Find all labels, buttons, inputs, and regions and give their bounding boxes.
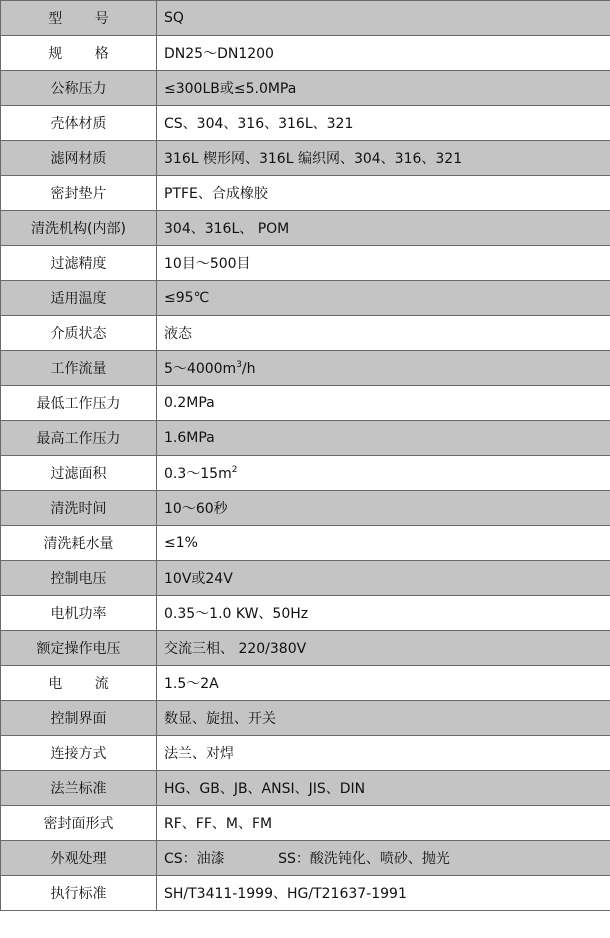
row-value: 交流三相、 220/380V (164, 641, 307, 657)
row-value-cell (157, 106, 610, 141)
row-label-cell (1, 36, 157, 71)
table-row (1, 631, 610, 666)
row-value-cell (157, 141, 610, 176)
row-value-cell (157, 316, 610, 351)
row-label: 过滤面积 (50, 466, 107, 482)
row-value: 1.5～2A (164, 676, 219, 692)
row-label: 电机功率 (50, 606, 107, 622)
row-value-cell (157, 246, 610, 281)
row-label-cell (1, 316, 157, 351)
row-label: 控制电压 (50, 571, 107, 587)
row-label-cell (1, 491, 157, 526)
row-label: 控制界面 (50, 711, 107, 727)
table-row (1, 561, 610, 596)
row-label-cell (1, 386, 157, 421)
row-value: RF、FF、M、FM (164, 816, 273, 832)
row-label-cell (1, 456, 157, 491)
row-label-cell (1, 876, 157, 911)
table-row (1, 701, 610, 736)
table-row (1, 71, 610, 106)
row-label: 壳体材质 (50, 116, 107, 132)
row-value: 10～60秒 (164, 501, 228, 517)
row-label-cell (1, 421, 157, 456)
table-row (1, 491, 610, 526)
row-value: ≤95℃ (164, 290, 210, 306)
table-row (1, 1, 610, 36)
row-label: 密封垫片 (50, 186, 107, 202)
row-value: SH/T3411-1999、HG/T21637-1991 (164, 886, 407, 902)
row-value: 0.3～15m (164, 466, 232, 482)
row-value: DN25～DN1200 (164, 46, 274, 62)
row-value-cell (157, 806, 610, 841)
row-value: CS、304、316、316L、321 (164, 116, 354, 132)
row-value: HG、GB、JB、ANSI、JIS、DIN (164, 781, 366, 797)
table-row (1, 421, 610, 456)
row-value-cell (157, 491, 610, 526)
row-value: 0.35～1.0 KW、50Hz (164, 606, 309, 622)
table-row (1, 736, 610, 771)
table-row (1, 351, 610, 386)
unit-suffix: /h (241, 361, 256, 377)
row-label: 规 格 (48, 46, 123, 62)
table-row (1, 456, 610, 491)
row-label-cell (1, 211, 157, 246)
row-value-cell (157, 456, 610, 491)
table-row (1, 841, 610, 876)
table-row (1, 281, 610, 316)
row-label-cell (1, 281, 157, 316)
row-value-cell (157, 1, 610, 36)
row-label: 清洗耗水量 (43, 536, 114, 552)
row-value: ≤300LB或≤5.0MPa (164, 81, 297, 97)
spec-table-body (1, 1, 610, 911)
row-value-cell (157, 176, 610, 211)
row-value-cell (157, 631, 610, 666)
table-row (1, 386, 610, 421)
table-row (1, 176, 610, 211)
table-row (1, 666, 610, 701)
table-row (1, 526, 610, 561)
row-value: 0.2MPa (164, 395, 215, 411)
row-value-cell (157, 421, 610, 456)
row-value-cell (157, 526, 610, 561)
row-label: 最高工作压力 (36, 431, 121, 447)
row-label-cell (1, 526, 157, 561)
row-label: 额定操作电压 (36, 641, 121, 657)
row-label-cell (1, 141, 157, 176)
row-label-cell (1, 176, 157, 211)
row-value-cell (157, 281, 610, 316)
row-value-cell (157, 561, 610, 596)
row-value-cell (157, 36, 610, 71)
row-label: 滤网材质 (50, 151, 107, 167)
row-label-cell (1, 631, 157, 666)
row-label-cell (1, 736, 157, 771)
row-label: 最低工作压力 (36, 396, 121, 412)
row-value: 304、316L、 POM (164, 221, 290, 237)
row-label: 法兰标准 (50, 781, 107, 797)
row-label: 连接方式 (50, 746, 107, 762)
row-value: CS：油漆 SS：酸洗钝化、喷砂、抛光 (164, 851, 450, 867)
row-value: 法兰、对焊 (164, 746, 234, 762)
row-label: 执行标准 (50, 886, 107, 902)
row-value: 1.6MPa (164, 430, 215, 446)
row-label: 公称压力 (50, 81, 107, 97)
row-value-cell (157, 771, 610, 806)
table-row (1, 141, 610, 176)
row-value: 10目～500目 (164, 256, 251, 272)
row-label: 电 流 (48, 676, 123, 692)
row-value: 10V或24V (164, 571, 233, 587)
row-value: 数显、旋扭、开关 (164, 711, 276, 727)
table-row (1, 876, 610, 911)
row-value: ≤1% (164, 535, 198, 551)
row-value: 液态 (164, 326, 192, 342)
row-value-cell (157, 841, 610, 876)
row-label-cell (1, 806, 157, 841)
row-value-cell (157, 596, 610, 631)
row-value-cell (157, 211, 610, 246)
unit-superscript: 3 (236, 360, 242, 370)
row-value-cell (157, 71, 610, 106)
row-value-cell (157, 666, 610, 701)
row-value-cell (157, 876, 610, 911)
row-label: 过滤精度 (50, 256, 107, 272)
row-label-cell (1, 71, 157, 106)
row-value-cell (157, 701, 610, 736)
row-value-cell (157, 386, 610, 421)
row-label-cell (1, 701, 157, 736)
row-value: SQ (164, 10, 184, 26)
row-label: 工作流量 (50, 361, 107, 377)
row-label-cell (1, 841, 157, 876)
row-label: 清洗时间 (50, 501, 107, 517)
row-value-cell (157, 736, 610, 771)
row-label: 适用温度 (50, 291, 107, 307)
table-row (1, 246, 610, 281)
row-label-cell (1, 246, 157, 281)
row-value: PTFE、合成橡胶 (164, 186, 268, 202)
table-row (1, 106, 610, 141)
table-row (1, 596, 610, 631)
table-row (1, 211, 610, 246)
row-label: 介质状态 (50, 326, 107, 342)
table-row (1, 771, 610, 806)
row-label: 型 号 (48, 11, 123, 27)
row-label-cell (1, 596, 157, 631)
row-label: 外观处理 (50, 851, 107, 867)
row-label: 密封面形式 (43, 816, 114, 832)
table-row (1, 36, 610, 71)
row-label-cell (1, 666, 157, 701)
row-label-cell (1, 351, 157, 386)
row-label-cell (1, 771, 157, 806)
row-value: 5～4000m (164, 361, 237, 377)
row-value-cell (157, 351, 610, 386)
table-row (1, 806, 610, 841)
table-row (1, 316, 610, 351)
unit-superscript: 2 (231, 465, 238, 475)
row-label-cell (1, 1, 157, 36)
row-value: 316L 楔形网、316L 编织网、304、316、321 (164, 151, 463, 167)
row-label: 清洗机构(内部) (31, 221, 126, 237)
row-label-cell (1, 561, 157, 596)
row-label-cell (1, 106, 157, 141)
